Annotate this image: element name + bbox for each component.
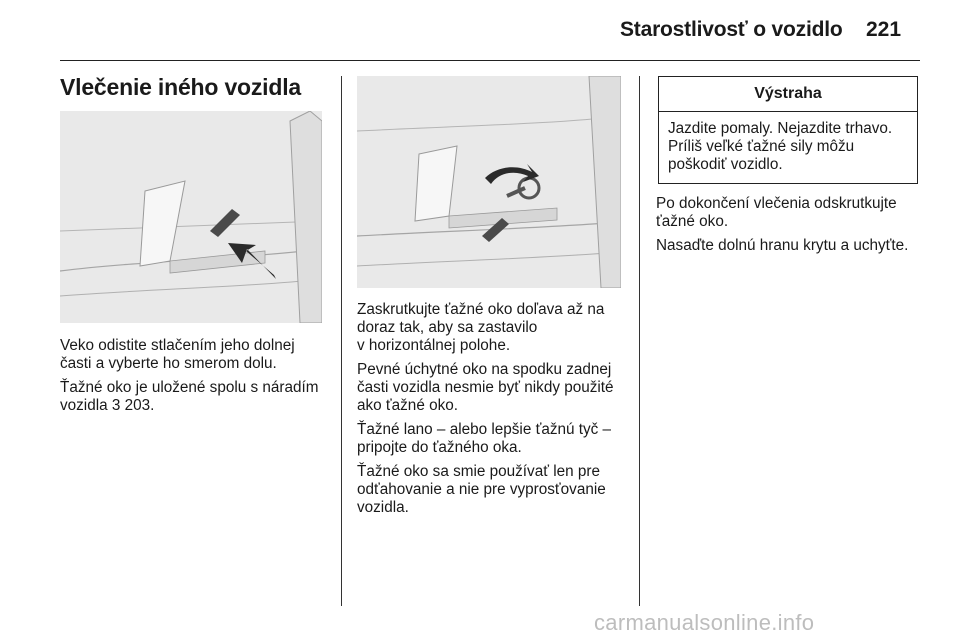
header-rule (60, 60, 920, 61)
instruction-remove-cover: Veko odistite stlačením jeho dolnej časti a vyberte ho smerom dolu. (60, 337, 295, 372)
instruction-attach-rope: Ťažné lano – alebo lepšie ťažnú tyč – pripojte do ťažného oka. (357, 421, 612, 456)
header-title: Starostlivosť o vozidlo (620, 18, 843, 41)
page-reference-icon[interactable]: 3 (111, 397, 121, 414)
figure-cover-removal (60, 111, 322, 323)
instruction-unscrew: Po dokončení vlečenia odskrutkujte ťažné oko. (656, 195, 897, 230)
figure-towing-eye (357, 76, 621, 288)
column-divider-right (639, 76, 640, 606)
instruction-screw-in: Zaskrutkujte ťažné oko doľava až na doraz tak, aby sa zastavilo v horizontálnej polohe. (357, 301, 605, 354)
column3-text (656, 195, 924, 261)
towing-eye-illustration (357, 76, 621, 288)
storage-note (60, 379, 332, 415)
fixed-eye-warning: Pevné úchytné oko na spodku zadnej časti vozidla nesmie byť nikdy použité ako ťažné oko. (357, 361, 614, 414)
section-title: Vlečenie iného vozidla (60, 74, 302, 100)
towing-eye-usage: Ťažné oko sa smie používať len pre odťahovanie a nie pre vyprosťovanie vozidla. (357, 463, 606, 516)
warning-text: Jazdite pomaly. Nejazdite trhavo. Príliš veľké ťažné sily môžu poškodiť vozidlo. (668, 120, 893, 173)
cover-removal-illustration (60, 111, 322, 323)
column2-text (357, 301, 633, 523)
column-divider-left (341, 76, 342, 606)
warning-title: Výstraha (659, 77, 917, 112)
page-number: 221 (866, 18, 902, 41)
warning-box (658, 76, 918, 184)
page-reference-number: 203. (120, 397, 155, 414)
instruction-refit-cover: Nasaďte dolnú hranu krytu a uchyťte. (656, 237, 909, 254)
watermark: carmanualsonline.info (594, 610, 815, 635)
storage-note-text: Ťažné oko je uložené spolu s náradím vozidla (60, 379, 319, 414)
column1-text (60, 337, 332, 421)
